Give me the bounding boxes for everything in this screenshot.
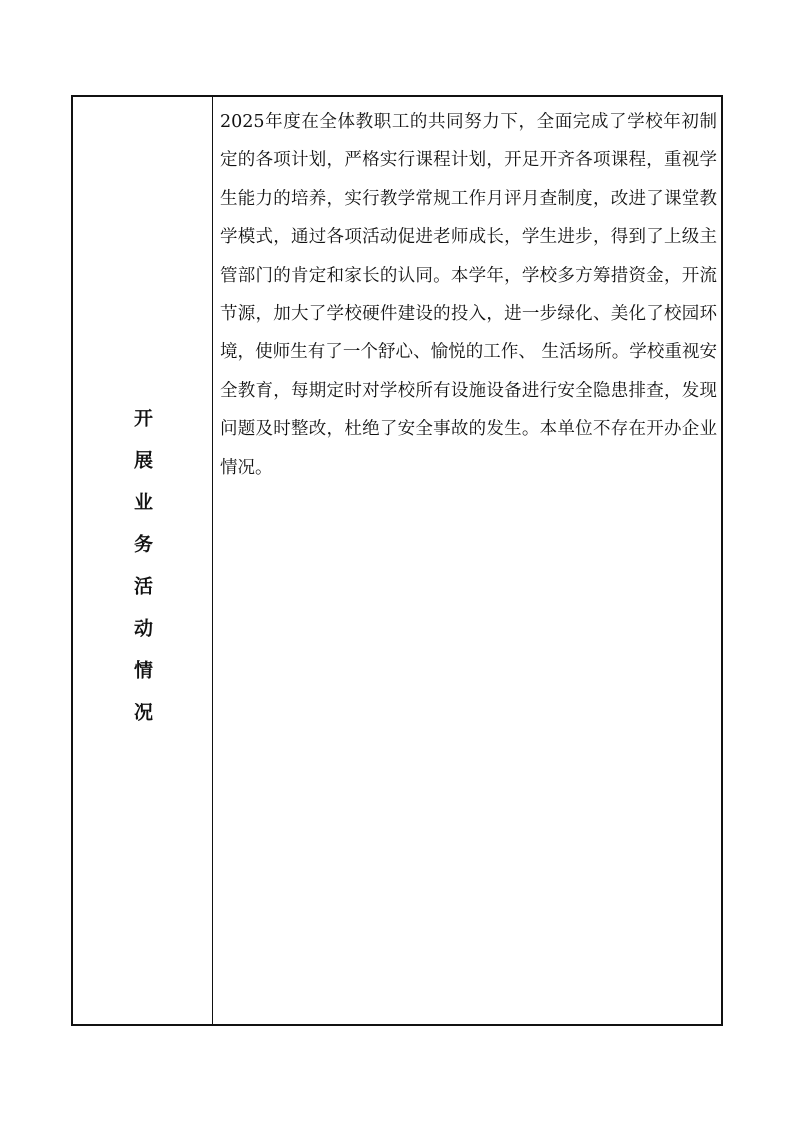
- section-label-cell: [73, 97, 213, 1024]
- section-label: 开展业务活动情况: [131, 407, 153, 744]
- activity-report-table: [71, 95, 723, 1026]
- section-content-text: 2025年度在全体教职工的共同努力下，全面完成了学校年初制定的各项计划，严格实行课程计划，开足开齐各项课程，重视学生能力的培养，实行教学常规工作月评月查制度，改进了课堂教学模式，通过各项活动促进老师成长，学生进步，得到了上级主管部门的肯定和家长的认同。本学年，学校多方筹措资金，开流节源，加大了学校硬件建设的投入，进一步绿化、美化了校园环境，使师生有了一个舒心、愉悦的工作、 生活场所。学校重视安全教育，每期定时对学校所有设施设备进行安全隐患排查，发现问题及时整改，杜绝了安全事故的发生。本单位不存在开办企业情况。: [220, 112, 717, 478]
- section-content-cell: [213, 97, 721, 1024]
